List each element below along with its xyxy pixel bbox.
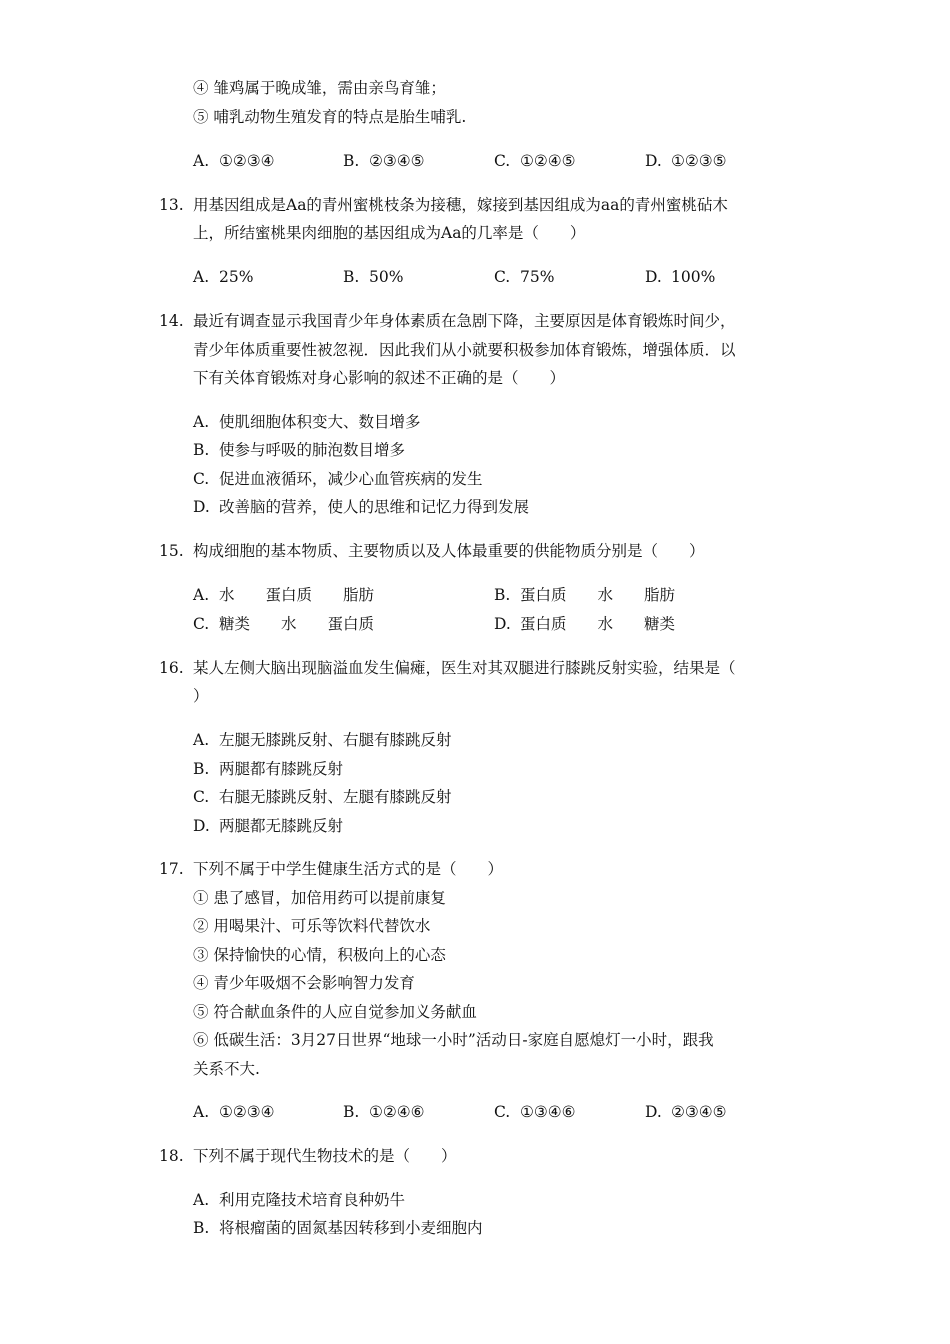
option-a <box>193 584 374 606</box>
statement-line: ② 用喝果汁、可乐等饮料代替饮水 <box>193 917 431 935</box>
question-number: 17. <box>159 860 184 878</box>
option-text: ②③④⑤ <box>369 152 425 170</box>
question-text: ） <box>193 687 209 705</box>
question-text: 用基因组成是Aa的青州蜜桃枝条为接穗，嫁接到基因组成为aa的青州蜜桃砧木 <box>193 196 728 214</box>
statement-line: ④ 青少年吸烟不会影响智力发育 <box>193 974 415 992</box>
question-text: 青少年体质重要性被忽视．因此我们从小就要积极参加体育锻炼，增强体质．以 <box>193 341 736 359</box>
question-text: 下列不属于现代生物技术的是（ ） <box>193 1147 457 1165</box>
option-letter: B. <box>343 152 360 170</box>
option-text: ①③④⑥ <box>520 1103 576 1121</box>
option-text: 促进血液循环，减少心血管疾病的发生 <box>219 470 483 488</box>
option-text: ①②③④ <box>219 152 275 170</box>
option-letter: C. <box>193 788 210 806</box>
option-c <box>193 468 483 490</box>
option-b <box>193 758 343 780</box>
option-d <box>193 815 343 837</box>
option-d <box>645 1101 727 1123</box>
option-letter: B. <box>494 586 511 604</box>
option-text: 50% <box>369 268 404 286</box>
option-text: ①②③④ <box>219 1103 275 1121</box>
option-letter: B. <box>193 441 210 459</box>
option-c <box>193 613 374 635</box>
option-text: ②③④⑤ <box>671 1103 727 1121</box>
option-text: 两腿都有膝跳反射 <box>219 760 344 778</box>
option-text: 蛋白质 水 糖类 <box>520 615 676 633</box>
option-letter: A. <box>193 413 210 431</box>
question-text: 某人左侧大脑出现脑溢血发生偏瘫，医生对其双腿进行膝跳反射实验，结果是（ <box>193 659 736 677</box>
question-number: 16. <box>159 659 184 677</box>
option-d <box>645 266 715 288</box>
option-letter: B. <box>193 760 210 778</box>
option-letter: C. <box>494 1103 511 1121</box>
option-b <box>494 584 675 606</box>
option-letter: C. <box>494 268 511 286</box>
option-d <box>494 613 675 635</box>
option-text: ①②④⑥ <box>369 1103 425 1121</box>
option-letter: A. <box>193 268 210 286</box>
statement-line: 关系不大. <box>193 1060 260 1078</box>
option-letter: D. <box>645 268 662 286</box>
option-c <box>494 1101 576 1123</box>
option-letter: B. <box>343 1103 360 1121</box>
option-b <box>343 1101 425 1123</box>
statement-line: ③ 保持愉快的心情，积极向上的心态 <box>193 946 446 964</box>
option-text: 水 蛋白质 脂肪 <box>219 586 375 604</box>
option-letter: D. <box>193 817 210 835</box>
option-a <box>193 1101 275 1123</box>
statement-line: ④ 雏鸡属于晚成雏，需由亲鸟育雏； <box>193 79 446 97</box>
option-text: 75% <box>520 268 555 286</box>
option-c <box>494 150 576 172</box>
option-text: ①②④⑤ <box>520 152 576 170</box>
option-d <box>645 150 727 172</box>
question-number: 15. <box>159 542 184 560</box>
question-number: 14. <box>159 312 184 330</box>
question-text: 构成细胞的基本物质、主要物质以及人体最重要的供能物质分别是（ ） <box>193 542 705 560</box>
option-c <box>193 786 452 808</box>
option-letter: C. <box>193 615 210 633</box>
option-letter: A. <box>193 731 210 749</box>
option-text: 左腿无膝跳反射、右腿有膝跳反射 <box>219 731 452 749</box>
option-text: 两腿都无膝跳反射 <box>219 817 344 835</box>
question-text: 上，所结蜜桃果肉细胞的基因组成为Aa的几率是（ ） <box>193 224 586 242</box>
question-text: 下列不属于中学生健康生活方式的是（ ） <box>193 860 504 878</box>
statement-line: ⑥ 低碳生活：3月27日世界“地球一小时”活动日-家庭自愿熄灯一小时，跟我 <box>193 1031 714 1049</box>
option-text: 使肌细胞体积变大、数目增多 <box>219 413 421 431</box>
option-text: 使参与呼吸的肺泡数目增多 <box>219 441 406 459</box>
option-text: 将根瘤菌的固氮基因转移到小麦细胞内 <box>219 1219 483 1237</box>
option-a <box>193 729 452 751</box>
option-text: 蛋白质 水 脂肪 <box>520 586 676 604</box>
option-text: 糖类 水 蛋白质 <box>219 615 375 633</box>
option-letter: A. <box>193 1103 210 1121</box>
option-d <box>193 496 529 518</box>
option-c <box>494 266 554 288</box>
option-letter: A. <box>193 1191 210 1209</box>
option-text: 右腿无膝跳反射、左腿有膝跳反射 <box>219 788 452 806</box>
option-b <box>193 439 405 461</box>
option-b <box>343 150 425 172</box>
option-a <box>193 411 421 433</box>
option-letter: D. <box>645 1103 662 1121</box>
option-text: 25% <box>219 268 254 286</box>
option-a <box>193 1189 405 1211</box>
statement-line: ① 患了感冒，加倍用药可以提前康复 <box>193 889 446 907</box>
statement-line: ⑤ 哺乳动物生殖发育的特点是胎生哺乳. <box>193 108 467 126</box>
option-a <box>193 150 275 172</box>
option-letter: D. <box>494 615 511 633</box>
option-letter: C. <box>193 470 210 488</box>
option-b <box>343 266 403 288</box>
option-letter: A. <box>193 152 210 170</box>
option-letter: D. <box>645 152 662 170</box>
question-text: 下有关体育锻炼对身心影响的叙述不正确的是（ ） <box>193 369 566 387</box>
option-b <box>193 1217 483 1239</box>
option-text: 100% <box>671 268 716 286</box>
option-letter: D. <box>193 498 210 516</box>
question-number: 13. <box>159 196 184 214</box>
option-text: ①②③⑤ <box>671 152 727 170</box>
statement-line: ⑤ 符合献血条件的人应自觉参加义务献血 <box>193 1003 477 1021</box>
option-text: 利用克隆技术培育良种奶牛 <box>219 1191 406 1209</box>
option-letter: B. <box>343 268 360 286</box>
option-a <box>193 266 253 288</box>
option-letter: A. <box>193 586 210 604</box>
question-text: 最近有调查显示我国青少年身体素质在急剧下降，主要原因是体育锻炼时间少， <box>193 312 736 330</box>
option-letter: C. <box>494 152 511 170</box>
question-number: 18. <box>159 1147 184 1165</box>
option-text: 改善脑的营养，使人的思维和记忆力得到发展 <box>219 498 530 516</box>
option-letter: B. <box>193 1219 210 1237</box>
